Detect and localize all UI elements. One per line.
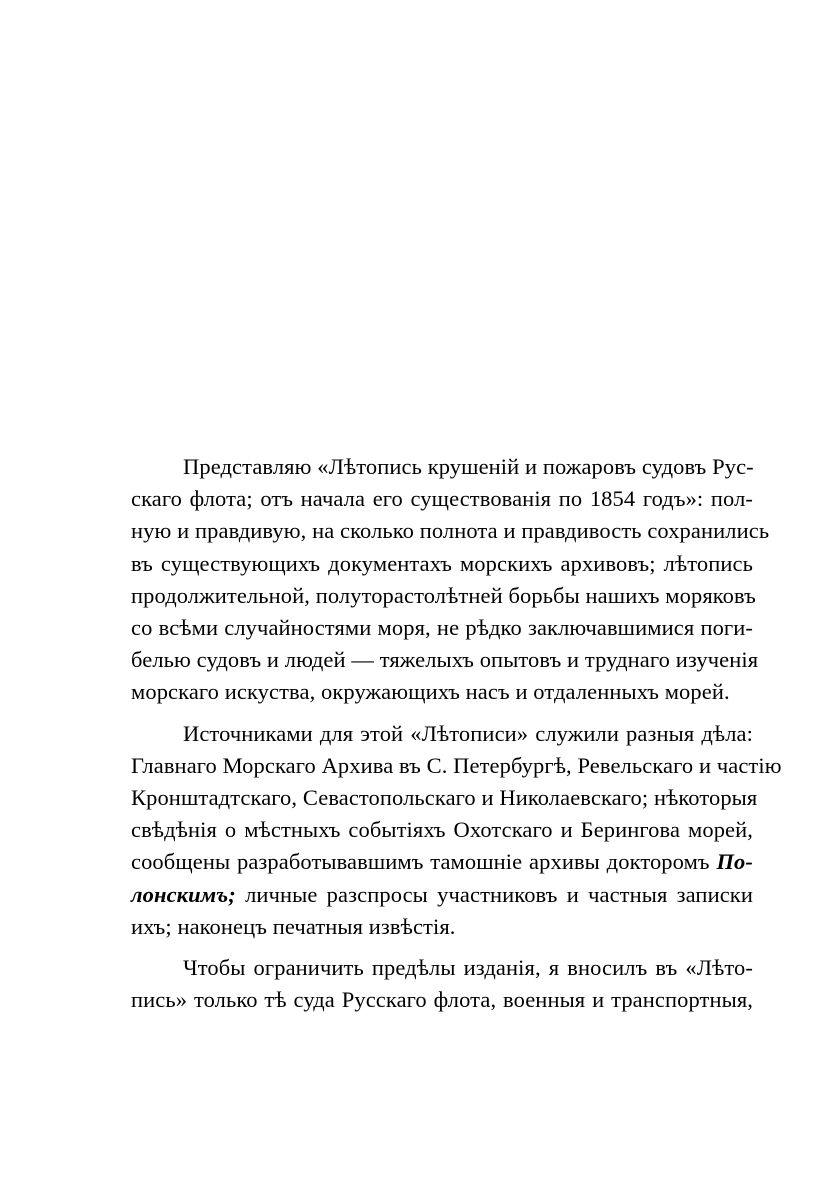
text-line: скаго флота; отъ начала его существованія по 1854 годъ»: пол- xyxy=(131,486,753,512)
paragraph-3 xyxy=(131,952,753,1016)
text-line: ную и правдивую, на сколько полнота и правдивость сохранились xyxy=(131,518,770,544)
text-line: въ существующихъ документахъ морскихъ архивовъ; лѣтопись xyxy=(131,550,753,576)
text-line: ихъ; наконецъ печатныя извѣстія. xyxy=(131,913,456,939)
text-line: со всѣми случайностями моря, не рѣдко заключавшимися поги- xyxy=(131,615,753,641)
text-line: Главнаго Морскаго Архива въ С. Петербургѣ, Ревельскаго и частію xyxy=(131,752,782,778)
text-line: Чтобы ограничить предѣлы изданія, я вносилъ въ «Лѣто- xyxy=(183,955,753,981)
text-line: морскаго искуства, окружающихъ насъ и отдаленныхъ морей. xyxy=(131,679,730,705)
text-line: пись» только тѣ суда Русскаго флота, военныя и транспортныя, xyxy=(131,987,753,1013)
paragraph-1 xyxy=(131,451,770,709)
emphasis-name: По- xyxy=(716,849,753,875)
text-line: Кронштадтскаго, Севастопольскаго и Николаевскаго; нѣкоторыя xyxy=(131,785,758,811)
text-line: белью судовъ и людей — тяжелыхъ опытовъ и труднаго изученія xyxy=(131,647,759,673)
emphasis-name: лонскимъ; xyxy=(131,881,236,907)
text-line-with-emphasis xyxy=(131,879,753,911)
text-segment: личные разспросы участниковъ и частныя записки xyxy=(245,881,753,907)
text-line: Источниками для этой «Лѣтописи» служили разныя дѣла: xyxy=(183,720,753,746)
body-text xyxy=(131,451,782,1016)
text-line: продолжительной, полуторастолѣтней борьбы нашихъ моряковъ xyxy=(131,582,756,608)
text-line-with-emphasis xyxy=(131,846,753,878)
text-segment: сообщены разработывавшимъ тамошніе архивы докторомъ xyxy=(131,849,710,875)
text-line: свѣдѣнія о мѣстныхъ событіяхъ Охотскаго и Берингова морей, xyxy=(131,817,753,843)
text-line: Представляю «Лѣтопись крушеній и пожаровъ судовъ Рус- xyxy=(183,454,754,479)
paragraph-2 xyxy=(131,718,782,943)
